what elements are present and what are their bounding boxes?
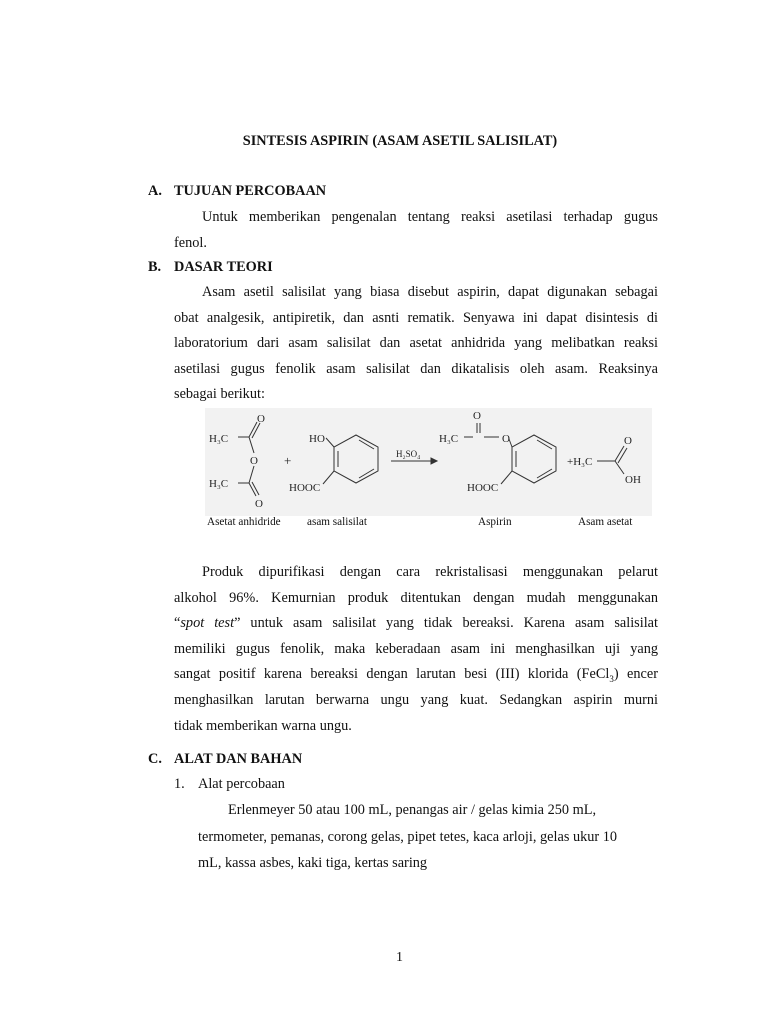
item-1-line-1: Erlenmeyer 50 atau 100 mL, penangas air / gelas kimia 250 mL, bbox=[228, 802, 597, 818]
acetic-acid-structure bbox=[597, 446, 627, 474]
section-a-title: TUJUAN PERCOBAAN bbox=[174, 183, 327, 199]
section-c-title: ALAT DAN BAHAN bbox=[174, 751, 303, 767]
reaction-scheme-drawing bbox=[205, 408, 652, 516]
section-c-heading bbox=[148, 751, 302, 768]
fecl-subscript: 3 bbox=[609, 674, 614, 685]
section-b-heading bbox=[148, 259, 273, 276]
aspirin-h3c-label: H₃C bbox=[439, 433, 459, 445]
plus-sign-1: + bbox=[284, 453, 292, 468]
anhydride-h3c-top: H₃C bbox=[209, 433, 229, 445]
aspirin-o-carbonyl: O bbox=[473, 410, 481, 422]
section-b-p2-line-5 bbox=[174, 662, 658, 688]
aspirin-o-ester: O bbox=[502, 433, 510, 445]
section-a-paragraph bbox=[174, 205, 658, 256]
section-a-line-2: fenol. bbox=[174, 234, 207, 251]
aspirin-hooc-label: HOOC bbox=[467, 482, 499, 494]
section-b-paragraph-2 bbox=[174, 560, 658, 739]
section-b-p2-line-3 bbox=[174, 611, 658, 637]
section-b-paragraph-1 bbox=[174, 280, 658, 408]
anhydride-o-top: O bbox=[257, 413, 265, 425]
section-a-line-1: Untuk memberikan pengenalan tentang reaksi asetilasi terhadap gugus bbox=[202, 209, 658, 225]
salicylic-hooc-label: HOOC bbox=[289, 482, 321, 494]
anhydride-o-bottom: O bbox=[255, 498, 263, 510]
section-a-heading bbox=[148, 183, 326, 200]
acetic-acid-h3c-label: +H₃C bbox=[567, 456, 593, 468]
spot-test-term: spot test bbox=[180, 615, 235, 632]
section-b-line-5: sebagai berikut: bbox=[174, 386, 265, 403]
anhydride-o-bridge: O bbox=[250, 455, 258, 467]
section-b-p2-line-1: Produk dipurifikasi dengan cara rekristalisasi menggunakan pelarut bbox=[202, 564, 658, 580]
document-title: SINTESIS ASPIRIN (ASAM ASETIL SALISILAT) bbox=[242, 133, 558, 149]
section-b-p2-line-6: menghasilkan larutan berwarna ungu yang kuat. Sedangkan aspirin murni bbox=[174, 691, 658, 708]
anhydride-h3c-bottom: H₃C bbox=[209, 478, 229, 490]
salicylic-acid-ring bbox=[323, 435, 378, 484]
section-b-line-4: asetilasi gugus fenolik asam salisilat dan dikatalisis oleh asam. Reaksinya bbox=[174, 360, 658, 377]
item-1-number: 1. bbox=[174, 776, 185, 792]
item-1-label: Alat percobaan bbox=[198, 776, 285, 792]
item-1-line-3: mL, kassa asbes, kaki tiga, kertas saring bbox=[198, 855, 428, 871]
section-b-line-1: Asam asetil salisilat yang biasa disebut aspirin, dapat digunakan sebagai bbox=[202, 284, 658, 300]
catalyst-label: H₂SO₄ bbox=[396, 449, 421, 459]
section-c-letter: C. bbox=[148, 751, 162, 767]
acetic-acid-oh-label: OH bbox=[625, 474, 641, 486]
acetic-acid-o-label: O bbox=[624, 435, 632, 447]
fecl-text-b: ) encer bbox=[613, 666, 658, 683]
reaction-scheme-figure bbox=[205, 408, 652, 516]
caption-asetat-anhidride: Asetat anhidride bbox=[207, 516, 281, 528]
section-b-p2-line-4: memiliki gugus fenolik, maka keberadaan asam ini menghasilkan uji yang bbox=[174, 640, 658, 657]
aspirin-structure bbox=[464, 423, 556, 484]
section-a-letter: A. bbox=[148, 183, 162, 199]
fecl-text-a: sangat positif karena bereaksi dengan larutan besi (III) klorida (FeCl bbox=[174, 666, 610, 683]
section-b-title: DASAR TEORI bbox=[174, 259, 273, 275]
section-b-p2-line-2: alkohol 96%. Kemurnian produk ditentukan dengan mudah menggunakan bbox=[174, 589, 658, 606]
item-1-line-2: termometer, pemanas, corong gelas, pipet tetes, kaca arloji, gelas ukur 10 bbox=[198, 828, 618, 845]
caption-aspirin: Aspirin bbox=[478, 516, 512, 528]
spot-test-rest: ” untuk asam salisilat yang tidak bereaksi. Karena asam salisilat bbox=[234, 615, 659, 632]
section-b-line-3: laboratorium dari asam salisilat dan asetat anhidrida yang melibatkan reaksi bbox=[174, 335, 658, 352]
quote-open: “ bbox=[174, 615, 181, 632]
section-c-item-1-paragraph bbox=[198, 797, 660, 877]
section-b-letter: B. bbox=[148, 259, 162, 275]
section-b-line-2: obat analgesik, antipiretik, dan asnti rematik. Senyawa ini dapat disintesis di bbox=[174, 309, 658, 326]
page-number: 1 bbox=[396, 950, 403, 965]
section-b-p2-line-7: tidak memberikan warna ungu. bbox=[174, 717, 352, 734]
caption-asam-asetat: Asam asetat bbox=[578, 516, 633, 528]
caption-asam-salisilat: asam salisilat bbox=[307, 516, 367, 528]
salicylic-ho-label: HO bbox=[309, 433, 325, 445]
section-c-item-1 bbox=[174, 776, 285, 793]
